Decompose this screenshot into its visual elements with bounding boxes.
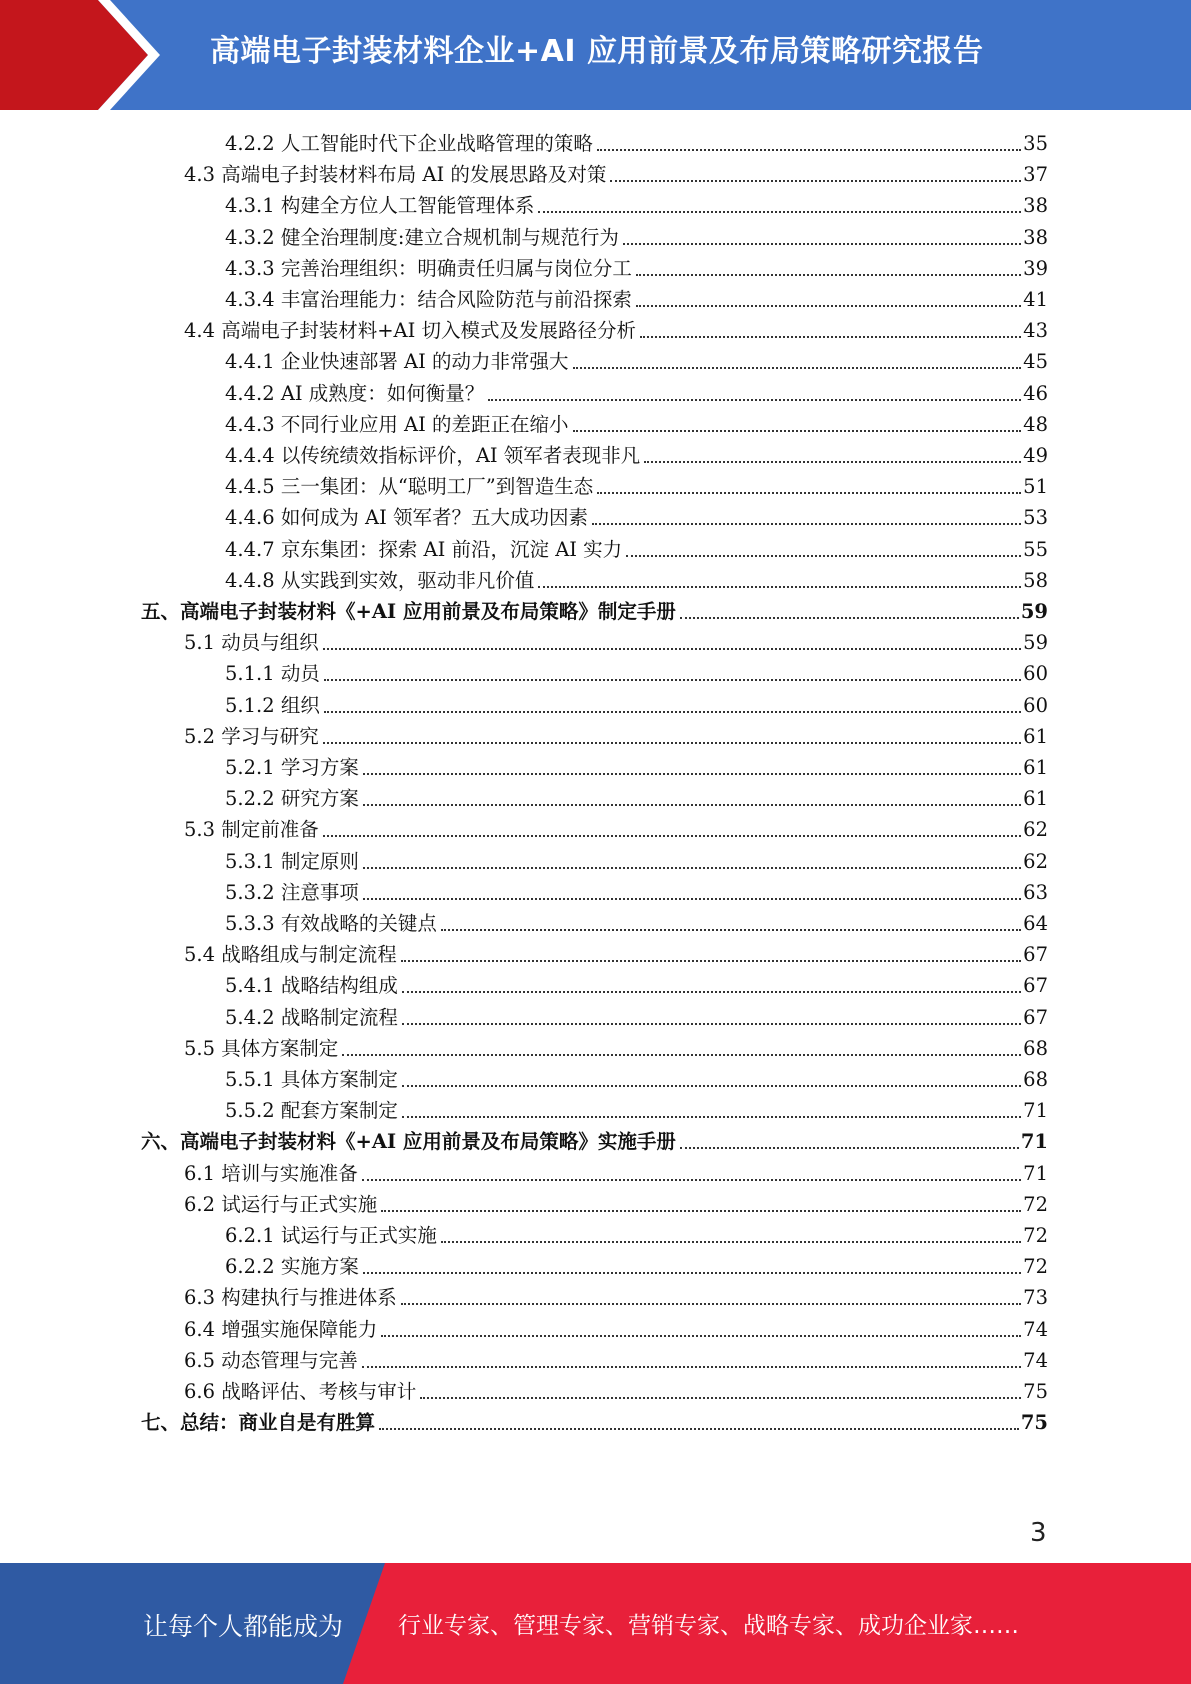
- toc-entry-title: 6.1 培训与实施准备: [184, 1161, 358, 1185]
- toc-entry-page: 39: [1023, 256, 1048, 280]
- toc-entry-title: 6.2.2 实施方案: [225, 1255, 359, 1279]
- toc-dot-leader: [323, 648, 1021, 650]
- toc-entry[interactable]: [225, 906, 1048, 937]
- toc-entry-title: 4.4.2 AI 成熟度：如何衡量？: [225, 381, 485, 405]
- toc-entry-page: 68: [1023, 1036, 1048, 1060]
- toc-entry-page: 43: [1023, 319, 1048, 343]
- toc-entry-title: 6.3 构建执行与推进体系: [184, 1286, 397, 1310]
- toc-dot-leader: [592, 523, 1021, 525]
- toc-dot-leader: [323, 742, 1021, 744]
- toc-entry[interactable]: [225, 188, 1048, 219]
- toc-dot-leader: [401, 1303, 1021, 1305]
- toc-entry-page: 74: [1023, 1317, 1048, 1341]
- toc-entry-title: 4.3.1 构建全方位人工智能管理体系: [225, 194, 535, 218]
- toc-entry-page: 37: [1023, 163, 1048, 187]
- toc-dot-leader: [623, 243, 1021, 245]
- toc-entry[interactable]: [225, 438, 1048, 469]
- toc-entry-title: 5.4.2 战略制定流程: [225, 1005, 398, 1029]
- toc-dot-leader: [680, 617, 1019, 619]
- toc-entry-title: 4.3.3 完善治理组织：明确责任归属与岗位分工: [225, 256, 632, 280]
- toc-entry[interactable]: [225, 220, 1048, 251]
- toc-dot-leader: [381, 1210, 1021, 1212]
- toc-dot-leader: [381, 1335, 1021, 1337]
- toc-entry[interactable]: [141, 1124, 1048, 1155]
- toc-entry-title: 4.3 高端电子封装材料布局 AI 的发展思路及对策: [184, 163, 607, 187]
- toc-entry-page: 61: [1023, 756, 1048, 779]
- toc-entry-title: 5.2.1 学习方案: [225, 756, 359, 779]
- toc-dot-leader: [488, 399, 1021, 401]
- toc-entry-page: 73: [1023, 1286, 1048, 1310]
- toc-dot-leader: [640, 336, 1021, 338]
- toc-entry-page: 35: [1023, 132, 1048, 155]
- toc-dot-leader: [324, 679, 1021, 681]
- toc-entry[interactable]: [225, 844, 1048, 875]
- toc-entry[interactable]: [225, 1000, 1048, 1031]
- toc-entry-page: 41: [1023, 288, 1048, 311]
- toc-entry[interactable]: [225, 469, 1048, 500]
- toc-entry[interactable]: [184, 1312, 1048, 1343]
- toc-entry-title: 4.2.2 人工智能时代下企业战略管理的策略: [225, 132, 593, 155]
- toc-entry-title: 六、高端电子封装材料《+AI 应用前景及布局策略》实施手册: [141, 1130, 676, 1154]
- toc-entry-title: 5.3.1 制定原则: [225, 849, 359, 873]
- toc-entry-page: 62: [1023, 849, 1048, 873]
- toc-entry[interactable]: [225, 563, 1048, 594]
- toc-dot-leader: [363, 1272, 1021, 1274]
- toc-entry[interactable]: [225, 656, 1048, 687]
- toc-entry-page: 53: [1023, 506, 1048, 530]
- toc-dot-leader: [363, 773, 1021, 775]
- toc-entry-title: 6.6 战略评估、考核与审计: [184, 1380, 417, 1403]
- toc-entry-page: 67: [1023, 943, 1048, 967]
- toc-entry-page: 71: [1023, 1161, 1048, 1185]
- toc-entry-page: 64: [1023, 912, 1048, 935]
- toc-entry-page: 59: [1020, 600, 1048, 623]
- toc-dot-leader: [636, 305, 1021, 307]
- toc-entry-title: 4.3.4 丰富治理能力：结合风险防范与前沿探索: [225, 288, 632, 311]
- toc-entry-page: 72: [1023, 1224, 1048, 1247]
- toc-dot-leader: [610, 180, 1021, 182]
- toc-entry-page: 72: [1023, 1192, 1048, 1216]
- toc-dot-leader: [538, 586, 1021, 588]
- toc-entry-title: 5.4.1 战略结构组成: [225, 974, 398, 998]
- toc-dot-leader: [441, 929, 1021, 931]
- footer-slogan-right: 行业专家、管理专家、营销专家、战略专家、成功企业家……: [398, 1613, 1019, 1639]
- toc-entry-page: 62: [1023, 818, 1048, 842]
- toc-entry[interactable]: [225, 688, 1048, 719]
- toc-entry-page: 55: [1023, 537, 1048, 561]
- toc-entry[interactable]: [225, 251, 1048, 282]
- toc-entry-title: 5.2.2 研究方案: [225, 787, 359, 811]
- toc-dot-leader: [379, 1428, 1019, 1430]
- toc-entry[interactable]: [184, 313, 1048, 344]
- page-number: 3: [1030, 1518, 1047, 1548]
- toc-dot-leader: [401, 960, 1021, 962]
- toc-entry-title: 五、高端电子封装材料《+AI 应用前景及布局策略》制定手册: [141, 600, 676, 623]
- toc-entry-page: 61: [1023, 724, 1048, 748]
- toc-entry[interactable]: [225, 376, 1048, 407]
- toc-entry-page: 72: [1023, 1255, 1048, 1279]
- toc-entry[interactable]: [225, 781, 1048, 812]
- toc-dot-leader: [402, 1023, 1021, 1025]
- toc-entry-title: 5.4 战略组成与制定流程: [184, 943, 397, 967]
- footer-slogan-left: 让每个人都能成为: [143, 1612, 344, 1641]
- toc-entry[interactable]: [184, 1343, 1048, 1374]
- toc-dot-leader: [323, 835, 1021, 837]
- toc-dot-leader: [626, 555, 1021, 557]
- toc-dot-leader: [324, 711, 1021, 713]
- toc-entry-title: 5.3.2 注意事项: [225, 880, 359, 904]
- toc-entry-title: 6.2 试运行与正式实施: [184, 1192, 378, 1216]
- toc-entry-title: 6.2.1 试运行与正式实施: [225, 1224, 437, 1247]
- toc-entry-title: 5.5 具体方案制定: [184, 1036, 339, 1060]
- toc-dot-leader: [402, 991, 1021, 993]
- toc-entry[interactable]: [225, 875, 1048, 906]
- toc-entry-title: 七、总结：商业自是有胜算: [141, 1411, 376, 1435]
- toc-dot-leader: [538, 211, 1021, 213]
- toc-entry-title: 4.4.1 企业快速部署 AI 的动力非常强大: [225, 350, 569, 374]
- toc-entry-page: 49: [1023, 444, 1048, 467]
- toc-entry[interactable]: [184, 1280, 1048, 1311]
- toc-entry-title: 4.4.7 京东集团：探索 AI 前沿，沉淀 AI 实力: [225, 537, 623, 561]
- toc-entry[interactable]: [225, 1218, 1048, 1249]
- toc-dot-leader: [363, 804, 1021, 806]
- toc-dot-leader: [363, 898, 1021, 900]
- toc-entry-page: 45: [1023, 350, 1048, 374]
- toc-entry[interactable]: [225, 500, 1048, 531]
- toc-dot-leader: [363, 867, 1021, 869]
- toc-entry-page: 60: [1023, 662, 1048, 686]
- toc-entry-page: 67: [1023, 974, 1048, 998]
- toc-entry-page: 60: [1023, 693, 1048, 717]
- toc-entry-title: 5.5.1 具体方案制定: [225, 1068, 398, 1091]
- toc-entry-title: 5.1 动员与组织: [184, 631, 319, 655]
- toc-dot-leader: [644, 461, 1021, 463]
- toc-entry[interactable]: [225, 1249, 1048, 1280]
- toc-entry[interactable]: [225, 532, 1048, 563]
- toc-entry-title: 5.1.1 动员: [225, 662, 320, 686]
- toc-dot-leader: [573, 430, 1022, 432]
- toc-dot-leader: [573, 367, 1022, 369]
- toc-entry-page: 48: [1023, 412, 1048, 436]
- toc-entry[interactable]: [184, 157, 1048, 188]
- toc-entry-page: 51: [1023, 475, 1048, 499]
- toc-entry-title: 5.5.2 配套方案制定: [225, 1099, 398, 1123]
- toc-entry[interactable]: [225, 1093, 1048, 1124]
- toc-entry-title: 4.4.6 如何成为 AI 领军者？五大成功因素: [225, 506, 588, 530]
- toc-entry-page: 71: [1023, 1099, 1048, 1123]
- toc-dot-leader: [342, 1054, 1021, 1056]
- toc-entry-page: 67: [1023, 1005, 1048, 1029]
- report-title: 高端电子封装材料企业+AI 应用前景及布局策略研究报告: [210, 34, 984, 69]
- toc-entry[interactable]: [225, 344, 1048, 375]
- toc-entry-page: 71: [1020, 1130, 1048, 1154]
- toc-entry[interactable]: [184, 719, 1048, 750]
- toc-entry-page: 58: [1023, 568, 1048, 592]
- toc-entry-title: 4.4.5 三一集团：从“聪明工厂”到智造生态: [225, 475, 594, 499]
- toc-dot-leader: [362, 1366, 1021, 1368]
- toc-dot-leader: [597, 149, 1021, 151]
- header-banner: [0, 0, 1191, 110]
- toc-dot-leader: [680, 1147, 1019, 1149]
- toc-entry-page: 75: [1023, 1380, 1048, 1403]
- toc-entry-page: 75: [1020, 1411, 1048, 1435]
- toc-entry-title: 5.2 学习与研究: [184, 724, 319, 748]
- toc-entry-title: 6.5 动态管理与完善: [184, 1348, 358, 1372]
- toc-entry[interactable]: [184, 937, 1048, 968]
- toc-entry-title: 5.1.2 组织: [225, 693, 320, 717]
- toc-entry-title: 4.4.3 不同行业应用 AI 的差距正在缩小: [225, 412, 569, 436]
- toc-entry[interactable]: [141, 594, 1048, 625]
- toc-entry-page: 63: [1023, 880, 1048, 904]
- toc-entry-title: 5.3 制定前准备: [184, 818, 319, 842]
- toc-entry[interactable]: [225, 1062, 1048, 1093]
- toc-entry[interactable]: [225, 126, 1048, 157]
- toc-entry[interactable]: [141, 1405, 1048, 1436]
- toc-dot-leader: [362, 1179, 1021, 1181]
- toc-dot-leader: [441, 1241, 1021, 1243]
- toc-dot-leader: [636, 274, 1021, 276]
- toc-entry[interactable]: [225, 282, 1048, 313]
- toc-entry-page: 59: [1023, 631, 1048, 655]
- toc-entry-page: 46: [1023, 381, 1048, 405]
- toc-entry-page: 61: [1023, 787, 1048, 811]
- toc-entry-page: 74: [1023, 1348, 1048, 1372]
- toc-dot-leader: [402, 1116, 1021, 1118]
- toc-entry-title: 4.4 高端电子封装材料+AI 切入模式及发展路径分析: [184, 319, 637, 343]
- footer-banner: [0, 1563, 1191, 1684]
- toc-entry-title: 4.4.4 以传统绩效指标评价，AI 领军者表现非凡: [225, 444, 641, 467]
- toc-entry[interactable]: [184, 1156, 1048, 1187]
- toc-entry[interactable]: [225, 968, 1048, 999]
- toc-entry-page: 38: [1023, 194, 1048, 218]
- toc-entry-title: 4.4.8 从实践到实效，驱动非凡价值: [225, 568, 535, 592]
- toc-dot-leader: [402, 1085, 1021, 1087]
- toc-entry-title: 6.4 增强实施保障能力: [184, 1317, 378, 1341]
- toc-dot-leader: [597, 492, 1021, 494]
- toc-entry[interactable]: [225, 750, 1048, 781]
- toc-entry[interactable]: [184, 1187, 1048, 1218]
- toc-entry[interactable]: [225, 407, 1048, 438]
- toc-dot-leader: [420, 1397, 1021, 1399]
- toc-entry[interactable]: [184, 1031, 1048, 1062]
- toc-entry-title: 4.3.2 健全治理制度:建立合规机制与规范行为: [225, 225, 619, 249]
- toc-entry-title: 5.3.3 有效战略的关键点: [225, 912, 437, 935]
- toc-entry[interactable]: [184, 812, 1048, 843]
- toc-entry-page: 38: [1023, 225, 1048, 249]
- toc-entry[interactable]: [184, 1374, 1048, 1405]
- toc-entry[interactable]: [184, 625, 1048, 656]
- toc-entry-page: 68: [1023, 1068, 1048, 1091]
